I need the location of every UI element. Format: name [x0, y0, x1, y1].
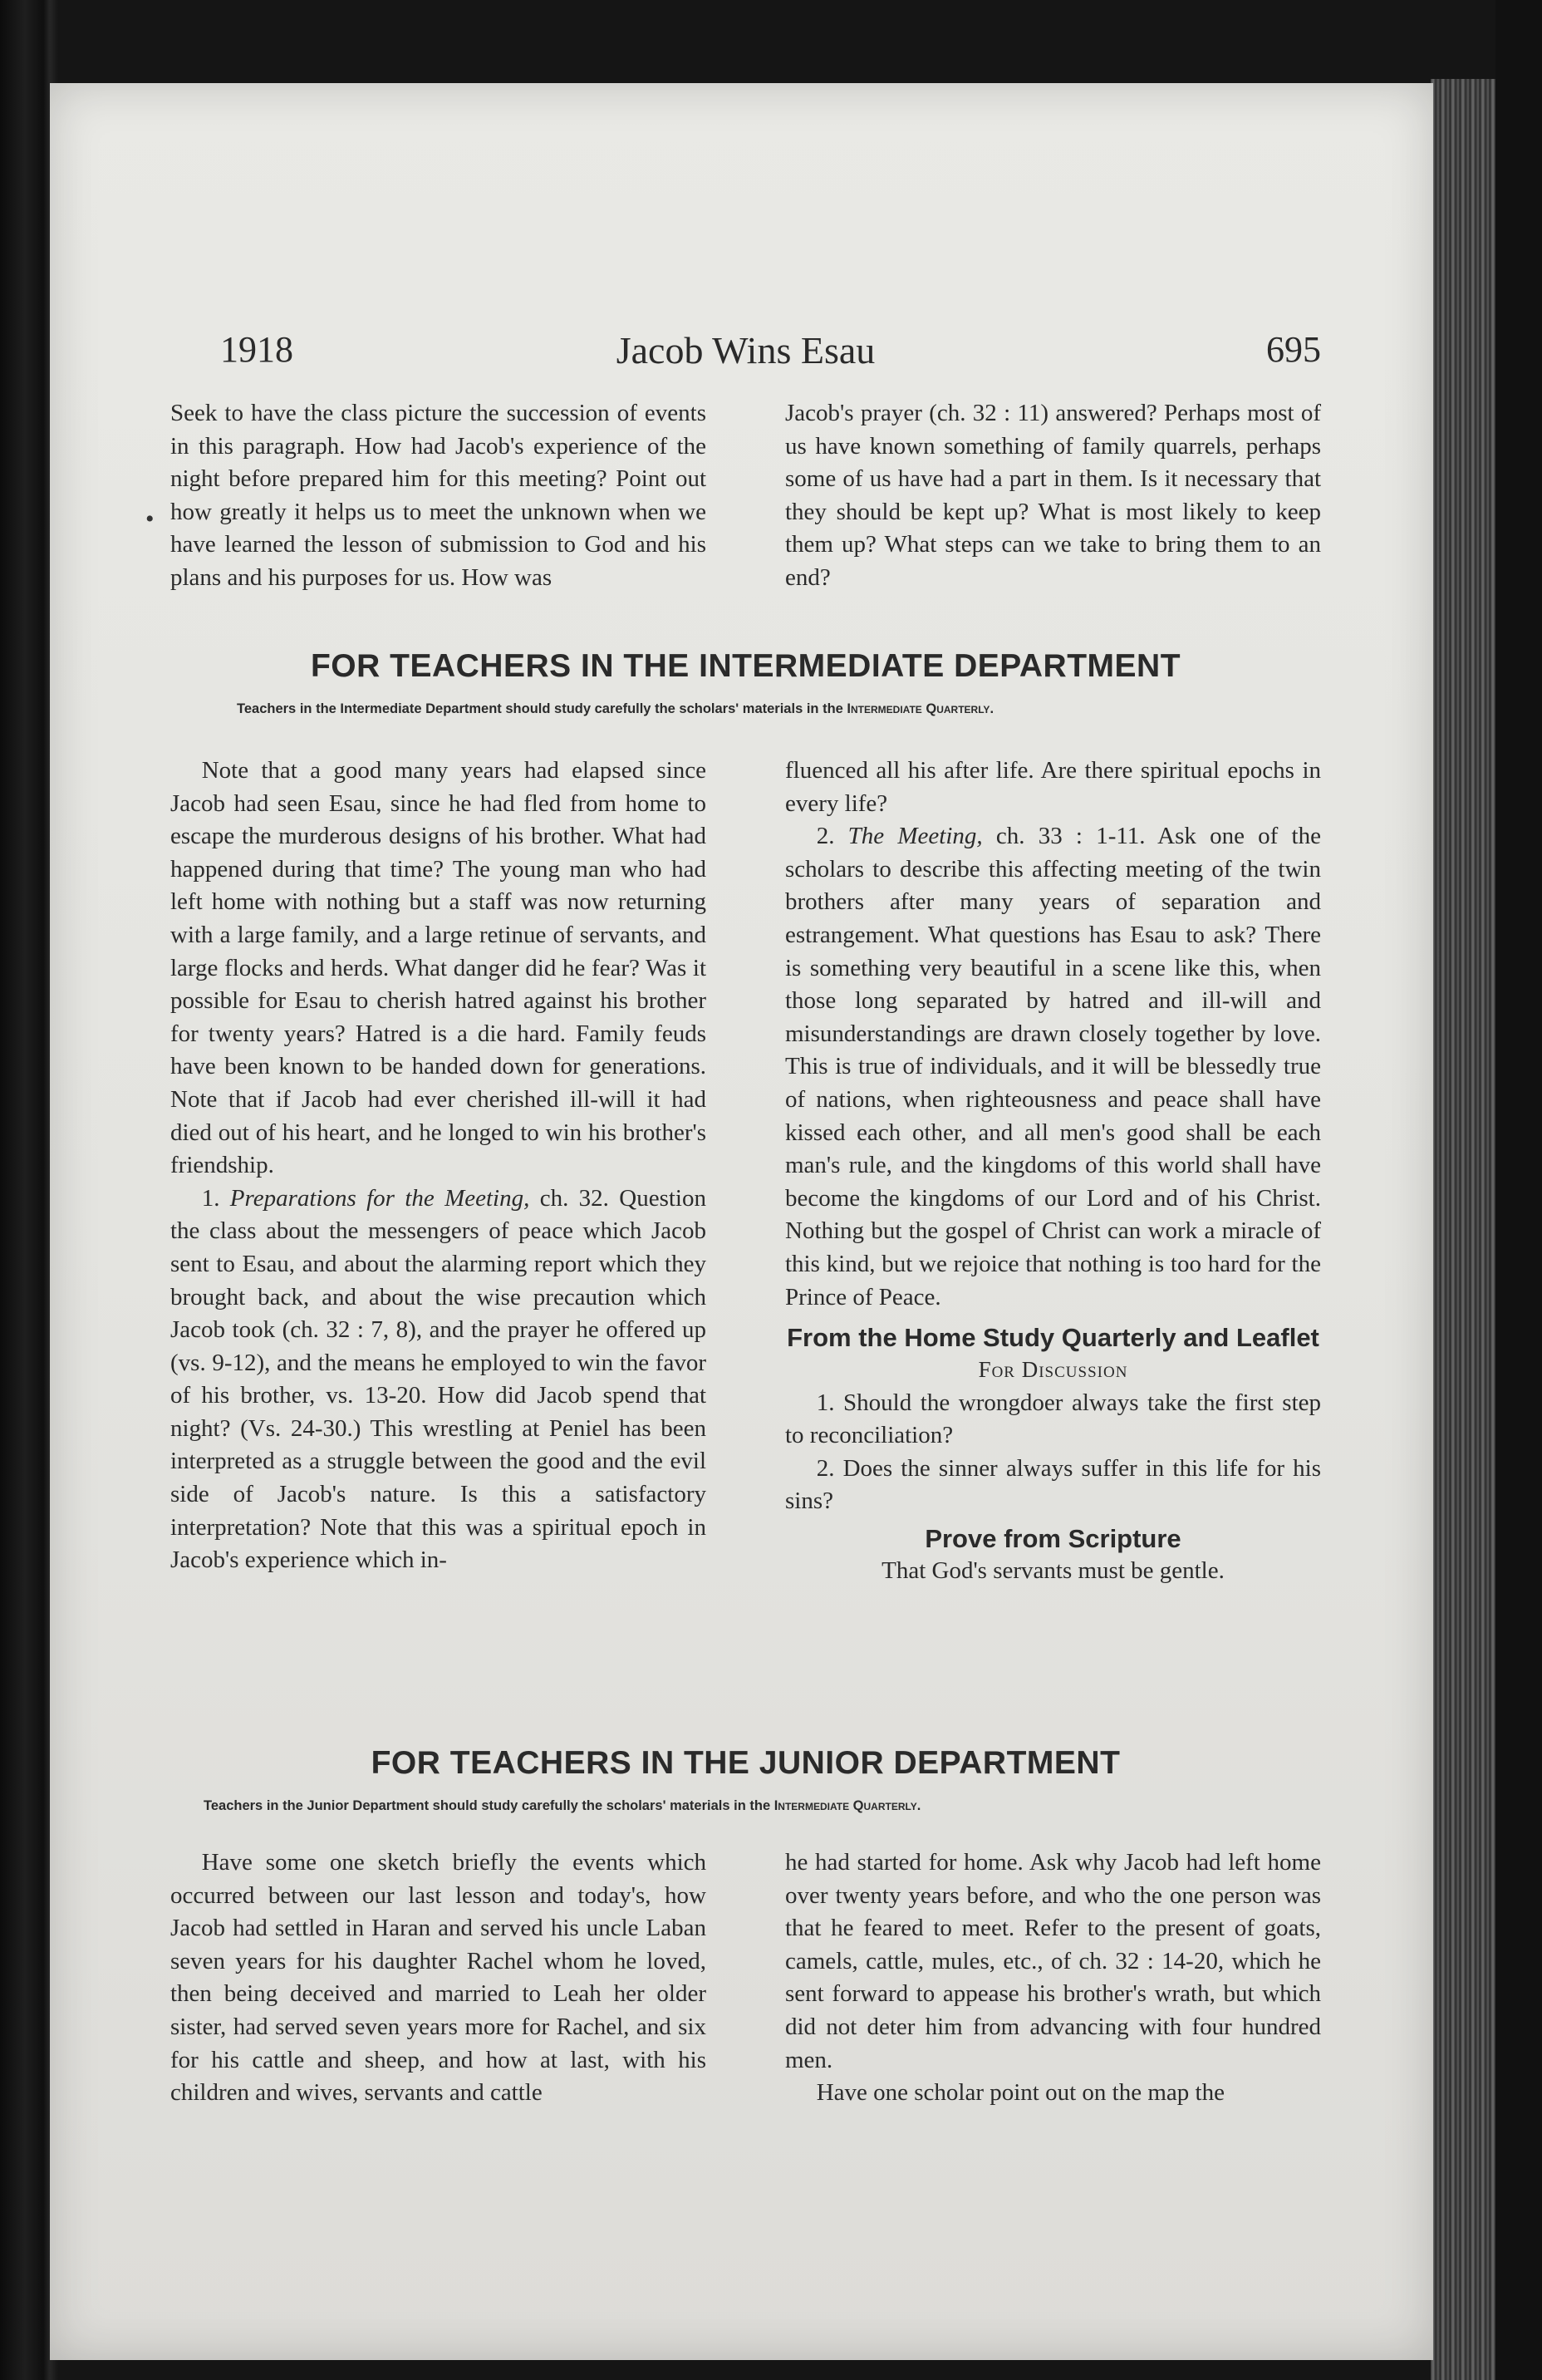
quarterly-title: Intermediate Quarterly: [773, 1798, 917, 1813]
scan-border: [1495, 0, 1542, 2380]
subsection-title: The Meeting,: [847, 823, 983, 850]
page-title: Jacob Wins Esau: [616, 329, 876, 371]
junior-note: Teachers in the Junior Department should study carefully the scholars' materials in the Intermediate Quarterly.: [204, 1798, 921, 1813]
intermediate-left-paragraph-2: 1. Preparations for the Meeting, ch. 32. Question the class about the messengers of peace which Jacob sent to Esau, and about the alarming report which they brought back, and about the wise precaution which Jacob took (ch. 32 : 7, 8), and the prayer he offered up (vs. 9-12), and the means he employed to win the favor of his brother, vs. 13-20. How did Jacob spend that night? (Vs. 24-30.) This wrestling at Peniel has been interpreted as a struggle between the good and the evil side of Jacob's nature. Is this a satisfactory interpretation? Note that this was a spiritual epoch in Jacob's experience which in-: [170, 1184, 706, 1574]
junior-heading: FOR TEACHERS IN THE JUNIOR DEPARTMENT: [371, 1745, 1121, 1781]
intermediate-left-paragraph-1: Note that a good many years had elapsed since Jacob had seen Esau, since he had fled from home to escape the murderous designs of his brother. What had happened during that time? The young man who had left home with nothing but a staff was now returning with a large family, and a large retinue of servants, and large flocks and herds. What danger did he fear? Was it possible for Esau to cherish hatred against his brother for twenty years? Hatred is a die hard. Family feuds have been known to be handed down for generations. Note that if Jacob had ever cherished ill-will it had died out of his heart, and he longed to win his brother's friendship.: [170, 757, 706, 1179]
top-right-column: [785, 397, 1321, 595]
running-head: [170, 328, 1321, 378]
intermediate-heading: FOR TEACHERS IN THE INTERMEDIATE DEPARTMENT: [310, 648, 1181, 684]
intermediate-right-paragraph-1: fluenced all his after life. Are there spiritual epochs in every life?: [785, 757, 1321, 817]
home-study-heading: From the Home Study Quarterly and Leaflet: [787, 1323, 1319, 1353]
junior-left-paragraph: Have some one sketch briefly the events which occurred between our last lesson and today's, how Jacob had settled in Haran and served his uncle Laban seven years for his daughter Rachel whom he loved, then being deceived and married to Leah her older sister, had served seven years more for Rachel, and six for his cattle and sheep, and how at last, with his children and wives, servants and cattle: [170, 1849, 706, 2107]
intermediate-right-column: [785, 755, 1321, 1588]
intermediate-right-paragraph-2: 2. The Meeting, ch. 33 : 1-11. Ask one of the scholars to describe this affecting meeting of the twin brothers after many years of separation and estrangement. What questions has Esau to ask? There is something very beautiful in a scene like this, when those long separated by hatred and ill-will and misunderstandings are drawn closely together by love. This is true of individuals, and it will be blessedly true of nations, when righteousness and peace shall have kissed each other, and all men's good shall be each man's rule, and the kingdoms of this world shall have become the kingdoms of our Lord and of his Christ. Nothing but the gospel of Christ can work a miracle of this kind, but we rejoice that nothing is too hard for the Prince of Peace.: [785, 823, 1321, 1310]
discussion-question-2: 2. Does the sinner always suffer in this life for his sins?: [785, 1454, 1321, 1515]
book-page: [50, 83, 1433, 2360]
quarterly-title: Intermediate Quarterly: [847, 701, 990, 716]
top-left-column: [170, 397, 706, 595]
top-right-paragraph: Jacob's prayer (ch. 32 : 11) answered? Perhaps most of us have known something of family quarrels, perhaps some of us have had a part in them. Is it necessary that they should be kept up? What is most likely to keep them up? What steps can we take to bring them to an end?: [785, 400, 1321, 591]
junior-right-column: [785, 1846, 1321, 2110]
year: 1918: [220, 329, 293, 370]
page-number: 695: [1266, 329, 1321, 370]
prove-text: That God's servants must be gentle.: [881, 1557, 1225, 1585]
subsection-title: Preparations for the Meeting,: [229, 1184, 530, 1212]
for-discussion-heading: For Discussion: [978, 1357, 1128, 1383]
junior-right-paragraph-1: he had started for home. Ask why Jacob had left home over twenty years before, and who the one person was that he feared to meet. Refer to the present of goats, camels, cattle, mules, etc., of ch. 32 : 14-20, which he sent forward to appease his brother's wrath, but which did not deter him from advancing with four hundred men.: [785, 1849, 1321, 2073]
margin-mark: •: [145, 505, 155, 533]
prove-heading: Prove from Scripture: [925, 1524, 1181, 1554]
intermediate-note: Teachers in the Intermediate Department should study carefully the scholars' materials in the Intermediate Quarterly.: [237, 701, 994, 716]
discussion-question-1: 1. Should the wrongdoer always take the first step to reconciliation?: [785, 1389, 1321, 1449]
intermediate-left-column: [170, 755, 706, 1577]
junior-left-column: [170, 1846, 706, 2110]
top-left-paragraph: Seek to have the class picture the succession of events in this paragraph. How had Jacob's experience of the night before prepared him for this meeting? Point out how greatly it helps us to meet the unknown when we have learned the lesson of submission to God and his plans and his purposes for us. How was: [170, 400, 706, 591]
junior-right-paragraph-2: Have one scholar point out on the map the: [816, 2079, 1225, 2107]
